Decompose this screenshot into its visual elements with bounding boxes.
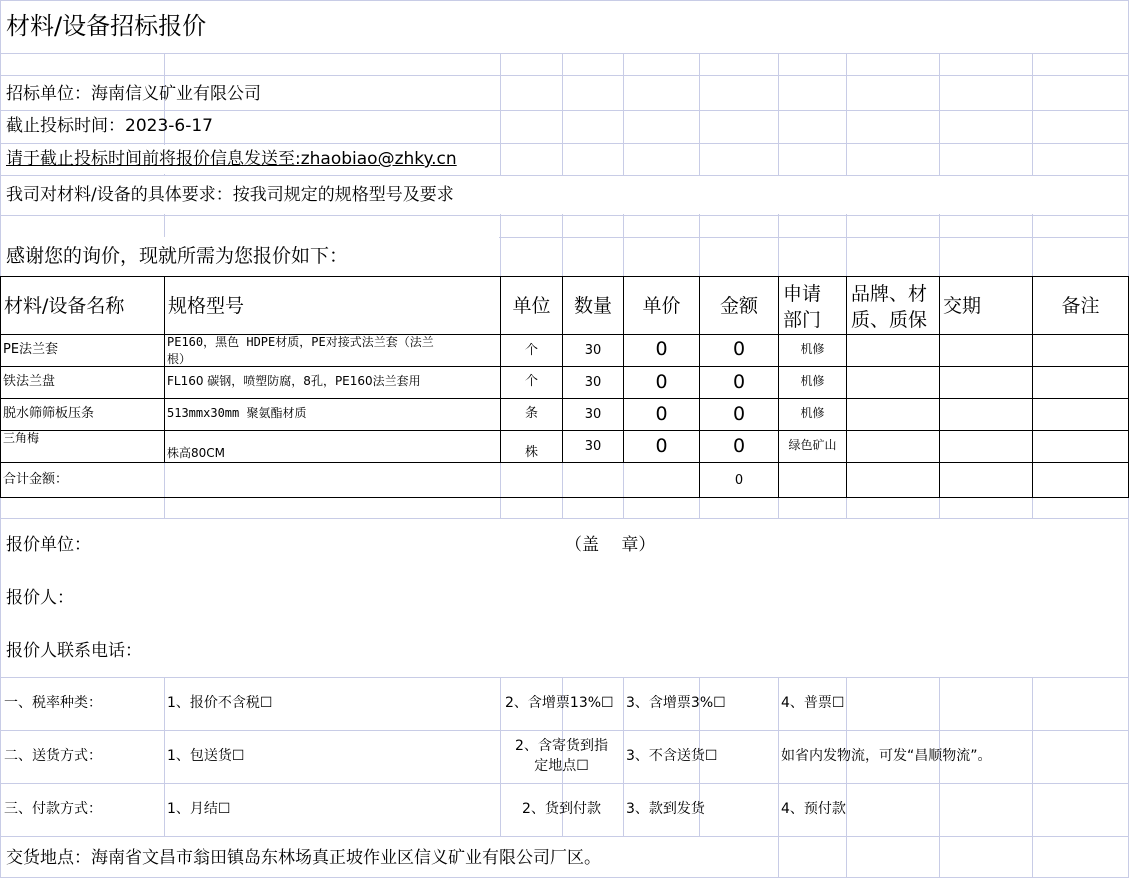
shipping-option-2-line1[interactable]: 2、含寄货到指 xyxy=(515,738,608,754)
header-dept-line2: 部门 xyxy=(783,309,822,331)
tender-unit: 招标单位：海南信义矿业有限公司 xyxy=(6,84,261,104)
payment-option-3[interactable]: 3、款到发货 xyxy=(626,801,705,817)
page-title: 材料/设备招标报价 xyxy=(6,12,207,40)
row-unit: 株 xyxy=(524,445,538,460)
row-unit: 条 xyxy=(524,406,538,421)
send-to-email[interactable]: 请于截止投标时间前将报价信息发送至:zhaobiao@zhky.cn xyxy=(6,149,457,169)
payment-label: 三、付款方式： xyxy=(4,801,102,817)
payment-option-2[interactable]: 2、货到付款 xyxy=(522,801,601,817)
header-brand-line2: 质、质保 xyxy=(851,309,928,331)
tax-type-label: 一、税率种类： xyxy=(4,695,102,711)
row-name: 脱水筛筛板压条 xyxy=(3,406,95,421)
row-amount: 0 xyxy=(732,403,746,425)
quote-unit-label: 报价单位： xyxy=(6,535,91,555)
row-dept: 绿色矿山 xyxy=(788,438,837,452)
header-price: 单价 xyxy=(642,295,681,317)
tender-deadline: 截止投标时间：2023-6-17 xyxy=(6,116,213,136)
row-name: 三角梅 xyxy=(3,431,40,445)
row-unit: 个 xyxy=(524,343,538,358)
row-name: 铁法兰盘 xyxy=(3,374,56,389)
header-brand-line1: 品牌、材 xyxy=(851,283,928,305)
row-spec: 株高80CM xyxy=(167,446,226,460)
quote-phone-label: 报价人联系电话： xyxy=(6,641,142,661)
row-price[interactable]: 0 xyxy=(655,338,668,360)
payment-option-1[interactable]: 1、月结☐ xyxy=(167,801,231,817)
row-amount: 0 xyxy=(732,338,746,360)
seal-placeholder: （盖 章） xyxy=(565,535,656,555)
row-name: PE法兰套 xyxy=(3,342,59,357)
row-dept: 机修 xyxy=(800,374,825,388)
row-spec: PE160，黑色 HDPE材质，PE对接式法兰套（法兰 xyxy=(167,335,434,349)
tax-option-2[interactable]: 2、含增票13%☐ xyxy=(505,695,614,711)
shipping-option-2-line2[interactable]: 定地点☐ xyxy=(534,758,589,774)
header-amount: 金额 xyxy=(719,295,758,317)
header-delivery: 交期 xyxy=(943,295,982,317)
quote-person-label: 报价人： xyxy=(6,588,74,608)
tax-option-4[interactable]: 4、普票☐ xyxy=(781,695,845,711)
row-qty: 30 xyxy=(584,343,602,358)
row-qty: 30 xyxy=(584,439,602,454)
header-unit: 单位 xyxy=(512,295,551,317)
row-price[interactable]: 0 xyxy=(655,403,668,425)
shipping-label: 二、送货方式： xyxy=(4,748,102,764)
header-name: 材料/设备名称 xyxy=(4,295,125,317)
intro-text: 感谢您的询价，现就所需为您报价如下： xyxy=(6,245,349,267)
header-dept-line1: 申请 xyxy=(783,283,822,305)
row-spec: FL160 碳钢，喷塑防腐，8孔，PE160法兰套用 xyxy=(167,374,421,388)
tax-option-3[interactable]: 3、含增票3%☐ xyxy=(626,695,726,711)
delivery-place: 交货地点：海南省文昌市翁田镇岛东林场真正坡作业区信义矿业有限公司厂区。 xyxy=(6,848,601,868)
shipping-option-1[interactable]: 1、包送货☐ xyxy=(167,748,245,764)
row-amount: 0 xyxy=(732,371,746,393)
row-spec-overflow: 根） xyxy=(167,353,192,365)
header-spec: 规格型号 xyxy=(168,295,245,317)
row-price[interactable]: 0 xyxy=(655,371,668,393)
row-unit: 个 xyxy=(524,374,538,389)
tax-option-1[interactable]: 1、报价不含税☐ xyxy=(167,695,273,711)
row-dept: 机修 xyxy=(800,342,825,356)
row-qty: 30 xyxy=(584,407,602,422)
header-remark: 备注 xyxy=(1061,295,1100,317)
row-qty: 30 xyxy=(584,375,602,390)
material-requirement: 我司对材料/设备的具体要求：按我司规定的规格型号及要求 xyxy=(6,185,454,205)
shipping-note: 如省内发物流，可发“昌顺物流”。 xyxy=(781,748,992,764)
row-amount: 0 xyxy=(732,435,746,457)
total-label: 合计金额： xyxy=(3,472,69,487)
row-price[interactable]: 0 xyxy=(655,435,668,457)
shipping-option-3[interactable]: 3、不含送货☐ xyxy=(626,748,718,764)
row-spec: 513mmx30mm 聚氨酯材质 xyxy=(167,406,307,420)
row-dept: 机修 xyxy=(800,406,825,420)
header-qty: 数量 xyxy=(573,295,612,317)
payment-option-4[interactable]: 4、预付款 xyxy=(781,801,846,817)
total-value: 0 xyxy=(734,473,744,488)
